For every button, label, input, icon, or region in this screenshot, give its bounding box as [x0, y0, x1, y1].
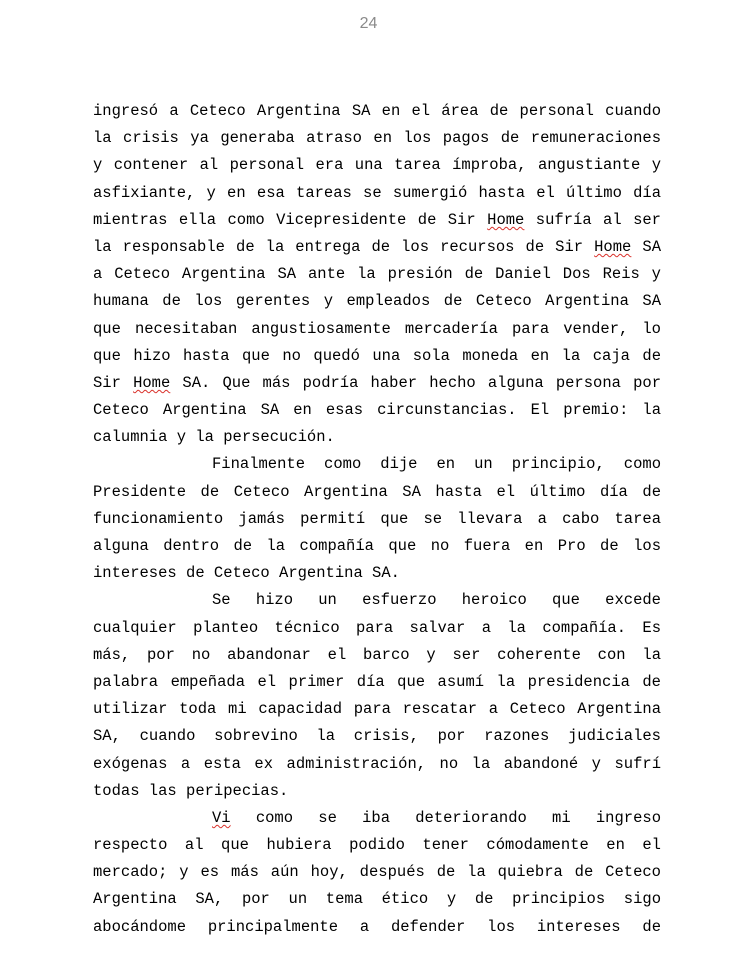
- text-segment: que necesitaban angustiosamente mercadería para vender, lo: [93, 319, 661, 338]
- text-line: [93, 479, 661, 506]
- text-segment: respecto al que hubiera podido tener cómodamente en el: [93, 836, 661, 855]
- text-segment: Sir: [93, 373, 134, 392]
- text-line: [93, 424, 661, 451]
- text-segment: que hizo hasta que no quedó una sola moneda en la caja de: [93, 346, 661, 365]
- text-line: [93, 180, 661, 207]
- text-segment: más, por no abandonar el barco y ser coherente con la: [93, 645, 661, 664]
- text-segment: asfixiante, y en esa tareas se sumergió hasta el último día: [93, 183, 661, 202]
- text-segment: SA: [631, 237, 661, 256]
- text-segment: abocándome principalmente a defender los intereses de: [93, 917, 661, 936]
- spellcheck-flagged-word: Home: [487, 210, 525, 229]
- text-line: [93, 370, 661, 397]
- text-line: [93, 805, 661, 832]
- text-line: [93, 343, 661, 370]
- text-line: [93, 207, 661, 234]
- text-segment: cualquier planteo técnico para salvar a la compañía. Es: [93, 618, 661, 637]
- text-segment: exógenas a esta ex administración, no la abandoné y sufrí: [93, 754, 661, 773]
- text-line: [93, 533, 661, 560]
- text-segment: utilizar toda mi capacidad para rescatar a Ceteco Argentina: [93, 700, 661, 719]
- text-segment: mientras ella como Vicepresidente de Sir: [93, 210, 488, 229]
- text-line: [93, 615, 661, 642]
- text-segment: funcionamiento jamás permití que se llevara a cabo tarea: [93, 509, 661, 528]
- text-segment: como se iba deteriorando mi ingreso: [230, 808, 661, 827]
- text-segment: Argentina SA, por un tema ético y de principios sigo: [93, 890, 661, 909]
- document-body: [93, 98, 661, 941]
- text-line: [93, 288, 661, 315]
- text-line: [93, 152, 661, 179]
- text-segment: SA. Que más podría haber hecho alguna persona por: [170, 373, 661, 392]
- text-segment: intereses de Ceteco Argentina SA.: [93, 564, 400, 583]
- text-line: [93, 669, 661, 696]
- text-line: [93, 560, 661, 587]
- text-segment: Se hizo un esfuerzo heroico que excede: [212, 591, 661, 610]
- text-line: [93, 642, 661, 669]
- text-segment: calumnia y la persecución.: [93, 428, 335, 447]
- text-line: [93, 451, 661, 478]
- text-segment: alguna dentro de la compañía que no fuera en Pro de los: [93, 537, 661, 555]
- text-segment: Ceteco Argentina SA en esas circunstancias. El premio: la: [93, 401, 661, 420]
- text-segment: a Ceteco Argentina SA ante la presión de Daniel Dos Reis y: [93, 265, 661, 284]
- spellcheck-flagged-word: Home: [133, 373, 171, 392]
- text-line: [93, 859, 661, 886]
- text-segment: la crisis ya generaba atraso en los pagos de remuneraciones: [93, 129, 661, 148]
- text-line: [93, 914, 661, 941]
- text-line: [93, 778, 661, 805]
- text-line: [93, 234, 661, 261]
- spellcheck-flagged-word: Vi: [212, 808, 231, 827]
- text-line: [93, 98, 661, 125]
- text-line: [93, 125, 661, 152]
- text-segment: Presidente de Ceteco Argentina SA hasta el último día de: [93, 482, 661, 501]
- text-line: [93, 587, 661, 614]
- spellcheck-flagged-word: Home: [594, 237, 632, 256]
- text-segment: todas las peripecias.: [93, 781, 289, 800]
- text-line: [93, 506, 661, 533]
- text-line: [93, 723, 661, 750]
- text-segment: SA, cuando sobrevino la crisis, por razones judiciales: [93, 727, 661, 746]
- text-line: [93, 832, 661, 859]
- page-number: 24: [359, 15, 378, 32]
- text-segment: ingresó a Ceteco Argentina SA en el área de personal cuando: [93, 102, 661, 120]
- text-line: [93, 397, 661, 424]
- text-line: [93, 751, 661, 778]
- text-segment: humana de los gerentes y empleados de Ceteco Argentina SA: [93, 292, 661, 311]
- text-line: [93, 316, 661, 343]
- text-segment: Finalmente como dije en un principio, como: [212, 455, 661, 474]
- text-segment: sufría al ser: [524, 210, 661, 229]
- text-line: [93, 696, 661, 723]
- text-line: [93, 886, 661, 913]
- text-line: [93, 261, 661, 288]
- text-segment: mercado; y es más aún hoy, después de la quiebra de Ceteco: [93, 863, 661, 882]
- text-segment: y contener al personal era una tarea ímproba, angustiante y: [93, 156, 661, 175]
- text-segment: palabra empeñada el primer día que asumí la presidencia de: [93, 672, 661, 691]
- text-segment: la responsable de la entrega de los recursos de Sir: [93, 237, 595, 256]
